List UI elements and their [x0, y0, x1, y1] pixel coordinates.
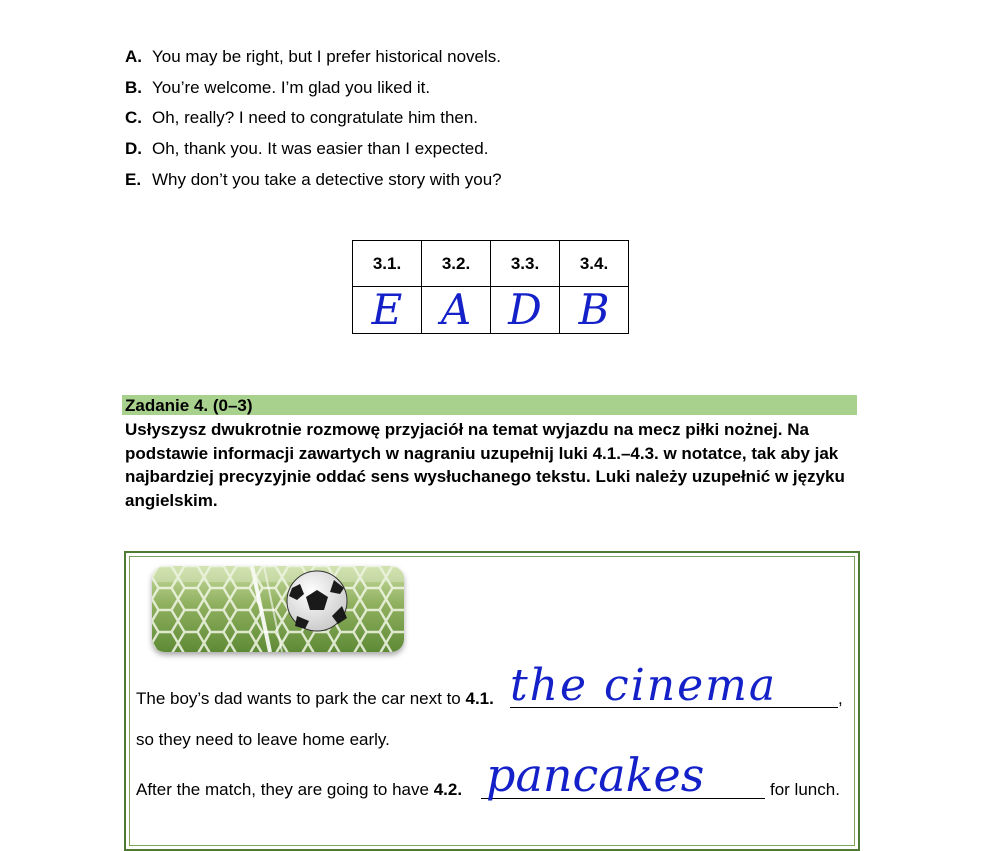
option-c — [125, 106, 502, 137]
grid-header-3-2: 3.2. — [422, 241, 491, 287]
handwritten-answer: B — [578, 285, 610, 334]
note-text: The boy’s dad wants to park the car next to — [136, 689, 461, 708]
option-text: You may be right, but I prefer historical novels. — [152, 47, 501, 66]
comma: , — [838, 689, 843, 708]
note-suffix: for lunch. — [770, 780, 840, 799]
answer-options — [125, 45, 502, 198]
grid-header-3-1: 3.1. — [353, 241, 422, 287]
option-letter: A. — [125, 47, 142, 66]
task-title: Zadanie 4. (0–3) — [122, 395, 857, 415]
option-letter: E. — [125, 169, 142, 189]
option-text: Oh, really? I need to congratulate him then. — [152, 108, 479, 128]
option-letter: C. — [125, 108, 142, 128]
note-line-3 — [136, 780, 462, 800]
grid-header-3-3: 3.3. — [491, 241, 560, 287]
option-b — [125, 76, 502, 107]
handwritten-gap-4-1: the cinema — [510, 660, 778, 711]
grid-answer-cell-3-1[interactable] — [353, 287, 422, 334]
option-text: You’re welcome. I’m glad you liked it. — [152, 77, 431, 97]
option-e — [125, 168, 502, 199]
grid-header-3-4: 3.4. — [560, 241, 629, 287]
soccer-ball-icon — [287, 571, 347, 631]
note-line-2: so they need to leave home early. — [136, 730, 390, 749]
grid-answer-cell-3-4[interactable] — [560, 287, 629, 334]
task-instructions: Usłyszysz dwukrotnie rozmowę przyjaciół na temat wyjazdu na mecz piłki nożnej. Na podstawie informacji zawartych w nagraniu uzupełnij luki 4.1.–4.3. w notatce, tak aby jak najbardziej precyzyjnie oddać sens wysłuchanego tekstu. Luki należy uzupełnić w języku angielskim. — [125, 420, 845, 510]
option-text: Oh, thank you. It was easier than I expected. — [152, 139, 489, 159]
handwritten-answer: E — [371, 285, 403, 334]
gap-label-4-2: 4.2. — [433, 780, 463, 799]
note-line-1 — [136, 689, 494, 709]
note-text: After the match, they are going to have — [136, 780, 429, 799]
option-letter: B. — [125, 77, 142, 97]
option-letter: D. — [125, 139, 142, 159]
option-a — [125, 45, 502, 76]
grid-answer-cell-3-2[interactable] — [422, 287, 491, 334]
handwritten-answer: A — [440, 285, 472, 334]
answer-grid — [352, 240, 629, 334]
gap-label-4-1: 4.1. — [465, 689, 494, 708]
football-goal-image — [152, 566, 404, 652]
grid-answer-cell-3-3[interactable] — [491, 287, 560, 334]
option-text: Why don’t you take a detective story with you? — [152, 169, 502, 189]
handwritten-gap-4-2: pancakes — [486, 748, 705, 802]
handwritten-answer: D — [508, 285, 542, 334]
option-d — [125, 137, 502, 168]
